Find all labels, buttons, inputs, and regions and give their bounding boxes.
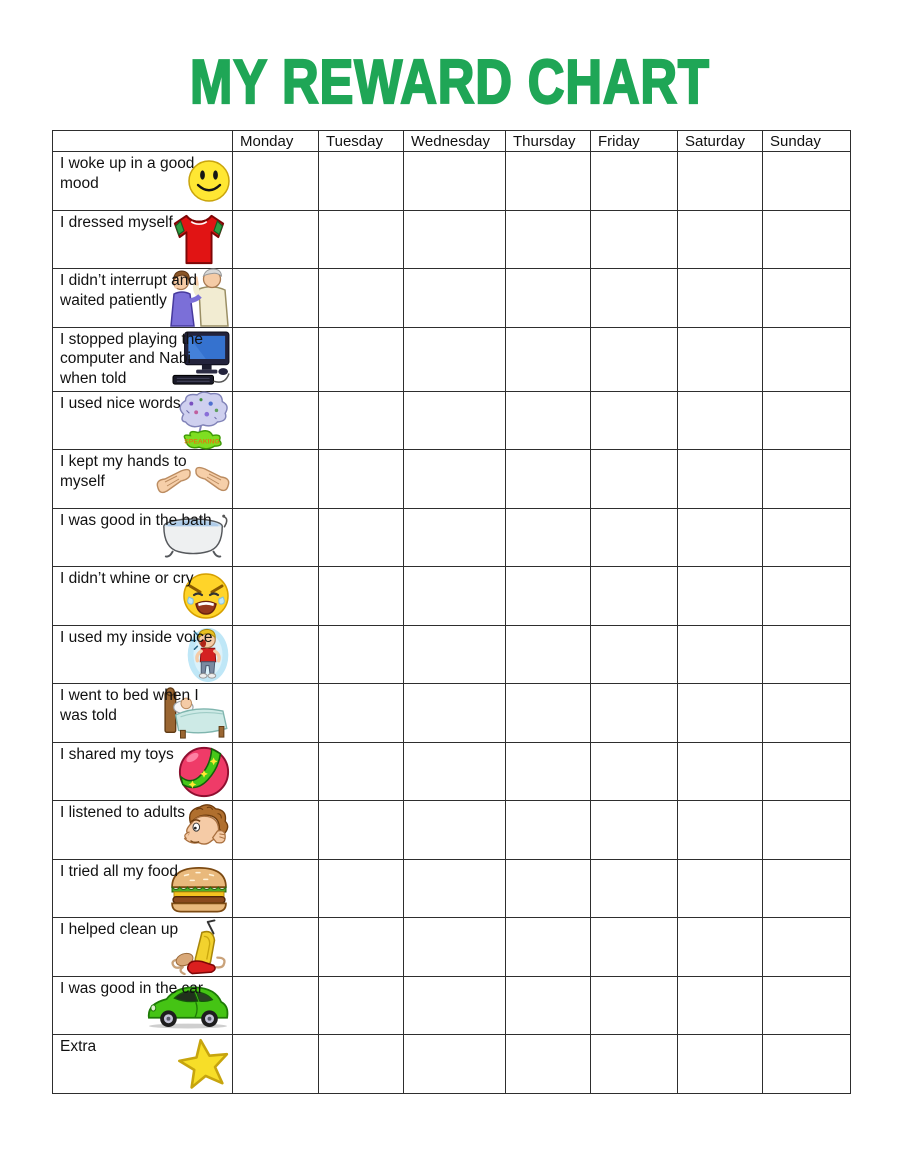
day-cell-row6-sunday bbox=[763, 450, 851, 509]
day-cell-row16-saturday bbox=[678, 1035, 763, 1094]
row-label-cell bbox=[53, 918, 233, 977]
day-cell-row4-sunday bbox=[763, 327, 851, 391]
day-cell-row15-saturday bbox=[678, 976, 763, 1035]
day-cell-row8-monday bbox=[233, 567, 319, 626]
day-cell-row12-saturday bbox=[678, 801, 763, 860]
day-cell-row8-wednesday bbox=[404, 567, 506, 626]
day-cell-row6-saturday bbox=[678, 450, 763, 509]
chart-row-3 bbox=[53, 269, 851, 328]
day-cell-row4-tuesday bbox=[319, 327, 404, 391]
day-cell-row7-thursday bbox=[506, 508, 591, 567]
svg-text:SPEAKING: SPEAKING bbox=[184, 438, 220, 446]
day-cell-row3-thursday bbox=[506, 269, 591, 328]
day-cell-row5-monday bbox=[233, 391, 319, 450]
day-cell-row12-wednesday bbox=[404, 801, 506, 860]
day-cell-row9-tuesday bbox=[319, 625, 404, 684]
day-cell-row5-tuesday bbox=[319, 391, 404, 450]
day-cell-row10-sunday bbox=[763, 684, 851, 743]
day-cell-row2-monday bbox=[233, 210, 319, 269]
chart-row-13 bbox=[53, 859, 851, 918]
day-cell-row3-wednesday bbox=[404, 269, 506, 328]
row-label: I tried all my food bbox=[60, 862, 179, 880]
day-cell-row16-thursday bbox=[506, 1035, 591, 1094]
day-cell-row12-friday bbox=[591, 801, 678, 860]
day-cell-row5-friday bbox=[591, 391, 678, 450]
row-label: I didn’t whine or cry bbox=[60, 570, 194, 588]
chart-row-4 bbox=[53, 327, 851, 391]
chart-row-2 bbox=[53, 210, 851, 269]
day-cell-row11-thursday bbox=[506, 742, 591, 801]
day-cell-row12-tuesday bbox=[319, 801, 404, 860]
row-label-cell bbox=[53, 1035, 233, 1094]
chart-row-9 bbox=[53, 625, 851, 684]
day-cell-row4-thursday bbox=[506, 327, 591, 391]
chart-row-5 bbox=[53, 391, 851, 450]
day-cell-row12-sunday bbox=[763, 801, 851, 860]
day-cell-row2-saturday bbox=[678, 210, 763, 269]
day-cell-row15-friday bbox=[591, 976, 678, 1035]
day-header-monday: Monday bbox=[233, 131, 319, 152]
activities-header-cell bbox=[53, 131, 233, 152]
day-cell-row7-monday bbox=[233, 508, 319, 567]
day-cell-row9-thursday bbox=[506, 625, 591, 684]
day-cell-row15-tuesday bbox=[319, 976, 404, 1035]
day-cell-row9-monday bbox=[233, 625, 319, 684]
row-label-cell bbox=[53, 859, 233, 918]
day-cell-row14-wednesday bbox=[404, 918, 506, 977]
day-cell-row4-saturday bbox=[678, 327, 763, 391]
day-header-saturday: Saturday bbox=[678, 131, 763, 152]
day-cell-row4-wednesday bbox=[404, 327, 506, 391]
day-cell-row11-monday bbox=[233, 742, 319, 801]
day-cell-row15-thursday bbox=[506, 976, 591, 1035]
row-label: I woke up in a good mood bbox=[60, 155, 195, 192]
day-cell-row1-friday bbox=[591, 152, 678, 211]
day-cell-row1-saturday bbox=[678, 152, 763, 211]
day-cell-row6-monday bbox=[233, 450, 319, 509]
day-cell-row8-sunday bbox=[763, 567, 851, 626]
day-cell-row9-friday bbox=[591, 625, 678, 684]
chart-row-12 bbox=[53, 801, 851, 860]
day-cell-row7-friday bbox=[591, 508, 678, 567]
day-header-thursday: Thursday bbox=[506, 131, 591, 152]
row-label: I stopped playing the computer and Nabi when told bbox=[60, 330, 204, 388]
day-cell-row13-friday bbox=[591, 859, 678, 918]
day-cell-row1-monday bbox=[233, 152, 319, 211]
row-label: I kept my hands to myself bbox=[60, 453, 187, 491]
day-cell-row11-tuesday bbox=[319, 742, 404, 801]
day-header-friday: Friday bbox=[591, 131, 678, 152]
day-cell-row3-monday bbox=[233, 269, 319, 328]
day-cell-row16-sunday bbox=[763, 1035, 851, 1094]
row-label-cell bbox=[53, 152, 233, 211]
day-cell-row2-thursday bbox=[506, 210, 591, 269]
day-cell-row14-monday bbox=[233, 918, 319, 977]
day-cell-row9-sunday bbox=[763, 625, 851, 684]
day-cell-row14-friday bbox=[591, 918, 678, 977]
row-label: I dressed myself bbox=[60, 213, 173, 231]
day-cell-row13-tuesday bbox=[319, 859, 404, 918]
row-label-cell bbox=[53, 508, 233, 567]
chart-row-15 bbox=[53, 976, 851, 1035]
day-header-sunday: Sunday bbox=[763, 131, 851, 152]
row-label: I was good in the car bbox=[60, 979, 204, 997]
day-cell-row1-thursday bbox=[506, 152, 591, 211]
day-cell-row10-monday bbox=[233, 684, 319, 743]
day-cell-row3-friday bbox=[591, 269, 678, 328]
chart-row-11 bbox=[53, 742, 851, 801]
day-cell-row2-sunday bbox=[763, 210, 851, 269]
row-label-cell bbox=[53, 450, 233, 509]
row-label-cell bbox=[53, 567, 233, 626]
day-cell-row10-saturday bbox=[678, 684, 763, 743]
day-cell-row1-tuesday bbox=[319, 152, 404, 211]
day-cell-row2-wednesday bbox=[404, 210, 506, 269]
day-cell-row7-saturday bbox=[678, 508, 763, 567]
day-cell-row13-thursday bbox=[506, 859, 591, 918]
day-cell-row16-friday bbox=[591, 1035, 678, 1094]
day-cell-row11-sunday bbox=[763, 742, 851, 801]
day-cell-row10-friday bbox=[591, 684, 678, 743]
row-label-cell bbox=[53, 210, 233, 269]
day-cell-row5-wednesday bbox=[404, 391, 506, 450]
row-label-cell bbox=[53, 684, 233, 743]
row-label-cell bbox=[53, 269, 233, 328]
row-label: I shared my toys bbox=[60, 745, 174, 763]
day-cell-row11-friday bbox=[591, 742, 678, 801]
day-cell-row3-tuesday bbox=[319, 269, 404, 328]
row-label: I used nice words bbox=[60, 394, 181, 412]
day-cell-row13-sunday bbox=[763, 859, 851, 918]
day-cell-row5-sunday bbox=[763, 391, 851, 450]
day-cell-row12-thursday bbox=[506, 801, 591, 860]
day-cell-row8-friday bbox=[591, 567, 678, 626]
row-label: I used my inside voice bbox=[60, 628, 213, 646]
day-cell-row7-wednesday bbox=[404, 508, 506, 567]
day-cell-row1-wednesday bbox=[404, 152, 506, 211]
day-cell-row14-thursday bbox=[506, 918, 591, 977]
day-cell-row16-wednesday bbox=[404, 1035, 506, 1094]
day-cell-row2-friday bbox=[591, 210, 678, 269]
day-cell-row15-sunday bbox=[763, 976, 851, 1035]
day-cell-row10-thursday bbox=[506, 684, 591, 743]
day-cell-row13-monday bbox=[233, 859, 319, 918]
day-cell-row14-saturday bbox=[678, 918, 763, 977]
day-cell-row15-wednesday bbox=[404, 976, 506, 1035]
day-cell-row6-tuesday bbox=[319, 450, 404, 509]
row-label-cell bbox=[53, 625, 233, 684]
row-label: I helped clean up bbox=[60, 921, 179, 939]
row-label: Extra bbox=[60, 1038, 97, 1056]
day-cell-row9-wednesday bbox=[404, 625, 506, 684]
day-cell-row13-wednesday bbox=[404, 859, 506, 918]
day-cell-row16-tuesday bbox=[319, 1035, 404, 1094]
day-cell-row14-sunday bbox=[763, 918, 851, 977]
row-label: I went to bed when I was told bbox=[60, 687, 199, 725]
day-header-wednesday: Wednesday bbox=[404, 131, 506, 152]
day-cell-row6-thursday bbox=[506, 450, 591, 509]
day-cell-row12-monday bbox=[233, 801, 319, 860]
day-cell-row2-tuesday bbox=[319, 210, 404, 269]
row-label-cell bbox=[53, 801, 233, 860]
row-label-cell bbox=[53, 976, 233, 1035]
row-label-cell bbox=[53, 391, 233, 450]
page-title-text: MY REWARD CHART bbox=[190, 48, 710, 117]
day-cell-row16-monday bbox=[233, 1035, 319, 1094]
chart-row-7 bbox=[53, 508, 851, 567]
day-cell-row13-saturday bbox=[678, 859, 763, 918]
chart-row-16 bbox=[53, 1035, 851, 1094]
day-cell-row7-tuesday bbox=[319, 508, 404, 567]
day-cell-row4-friday bbox=[591, 327, 678, 391]
chart-row-10 bbox=[53, 684, 851, 743]
reward-table bbox=[52, 130, 851, 1094]
day-cell-row7-sunday bbox=[763, 508, 851, 567]
day-header-tuesday: Tuesday bbox=[319, 131, 404, 152]
day-cell-row14-tuesday bbox=[319, 918, 404, 977]
row-label-cell bbox=[53, 327, 233, 391]
day-header-row bbox=[53, 131, 851, 152]
day-cell-row3-saturday bbox=[678, 269, 763, 328]
day-cell-row4-monday bbox=[233, 327, 319, 391]
chart-row-6 bbox=[53, 450, 851, 509]
day-cell-row15-monday bbox=[233, 976, 319, 1035]
chart-row-14 bbox=[53, 918, 851, 977]
day-cell-row8-saturday bbox=[678, 567, 763, 626]
page-title bbox=[0, 48, 900, 117]
row-label: I was good in the bath bbox=[60, 511, 212, 529]
day-cell-row10-tuesday bbox=[319, 684, 404, 743]
day-cell-row9-saturday bbox=[678, 625, 763, 684]
day-cell-row5-saturday bbox=[678, 391, 763, 450]
day-cell-row8-tuesday bbox=[319, 567, 404, 626]
day-cell-row6-wednesday bbox=[404, 450, 506, 509]
row-label: I didn’t interrupt and waited patiently bbox=[60, 272, 198, 309]
row-label: I listened to adults bbox=[60, 804, 185, 822]
chart-row-1 bbox=[53, 152, 851, 211]
day-cell-row11-saturday bbox=[678, 742, 763, 801]
day-cell-row5-thursday bbox=[506, 391, 591, 450]
day-cell-row3-sunday bbox=[763, 269, 851, 328]
day-cell-row1-sunday bbox=[763, 152, 851, 211]
chart-row-8 bbox=[53, 567, 851, 626]
row-label-cell bbox=[53, 742, 233, 801]
day-cell-row6-friday bbox=[591, 450, 678, 509]
day-cell-row11-wednesday bbox=[404, 742, 506, 801]
day-cell-row10-wednesday bbox=[404, 684, 506, 743]
day-cell-row8-thursday bbox=[506, 567, 591, 626]
